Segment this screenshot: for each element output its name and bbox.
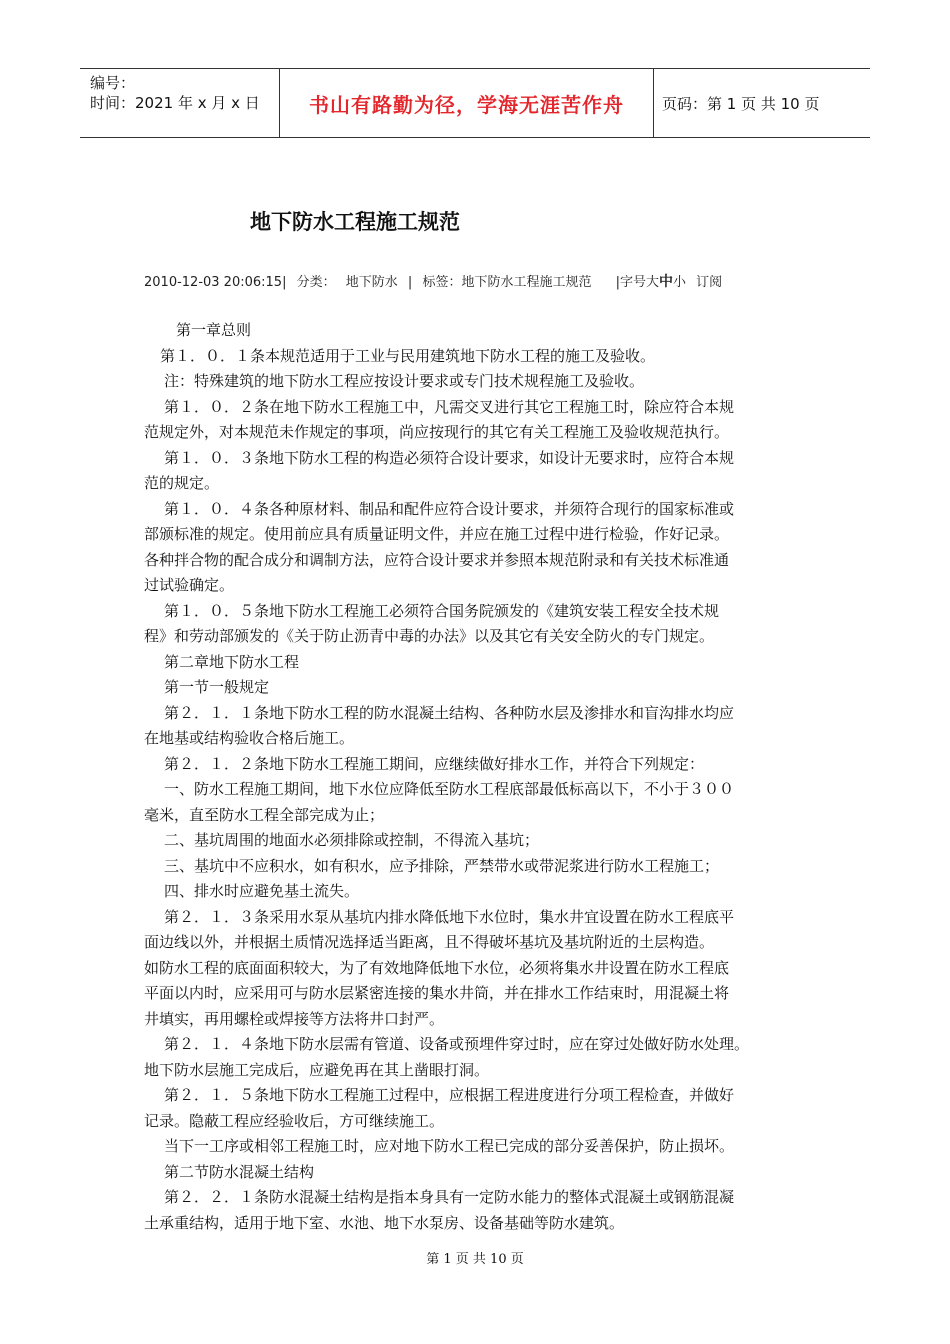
article-body	[144, 318, 810, 1236]
meta-category-label: 分类：	[296, 275, 336, 290]
body-line: 程》和劳动部颁发的《关于防止沥青中毒的办法》以及其它有关安全防火的专门规定。	[144, 627, 715, 645]
header-left-cell	[80, 69, 280, 137]
body-line: 范的规定。	[144, 474, 220, 492]
body-line: 第１．０．１条本规范适用于工业与民用建筑地下防水工程的施工及验收。	[160, 346, 656, 365]
body-line: 第２．１．１条地下防水工程的防水混凝土结构、各种防水层及渗排水和盲沟排水均应	[164, 703, 735, 722]
body-line: 当下一工序或相邻工程施工时，应对地下防水工程已完成的部分妥善保护，防止损坏。	[164, 1137, 735, 1155]
body-line: 范规定外，对本规范未作规定的事项，尚应按现行的其它有关工程施工及验收规范执行。	[144, 423, 730, 441]
body-line: 第２．１．２条地下防水工程施工期间，应继续做好排水工作，并符合下列规定：	[164, 754, 705, 773]
header-table	[80, 68, 870, 138]
body-line: 部颁标准的规定。使用前应具有质量证明文件，并应在施工过程中进行检验，作好记录。	[144, 525, 730, 543]
page-footer: 第 1 页 共 10 页	[426, 1252, 524, 1267]
body-line: 过试验确定。	[144, 576, 235, 594]
body-line: 井填实，再用螺栓或焊接等方法将井口封严。	[144, 1009, 445, 1028]
body-line: 土承重结构，适用于地下室、水池、地下水泵房、设备基础等防水建筑。	[144, 1213, 625, 1232]
meta-datetime: 2010-12-03 20:06:15|	[144, 275, 287, 290]
header-motto-cell	[280, 69, 654, 137]
document-number-label: 编号：	[90, 74, 136, 92]
body-line: 记录。隐蔽工程应经验收后，方可继续施工。	[144, 1111, 445, 1130]
body-line: 第１．０．２条在地下防水工程施工中，凡需交叉进行其它工程施工时，除应符合本规	[164, 397, 735, 416]
meta-font-size-small[interactable]: 小	[672, 275, 686, 290]
body-line: 如防水工程的底面面积较大，为了有效地降低地下水位，必须将集水井设置在防水工程底	[144, 958, 730, 977]
body-line: 注：特殊建筑的地下防水工程应按设计要求或专门技术规程施工及验收。	[164, 372, 645, 390]
body-line: 第一节一般规定	[164, 678, 270, 696]
body-line: 面边线以外，并根据土质情况选择适当距离，且不得破坏基坑及基坑附近的土层构造。	[144, 933, 715, 951]
header-page-cell	[654, 69, 870, 137]
body-line: 第２．１．５条地下防水工程施工过程中，应根据工程进度进行分项工程检查，并做好	[164, 1086, 735, 1104]
body-line: 地下防水层施工完成后，应避免再在其上凿眼打洞。	[144, 1060, 490, 1079]
header-page-label: 页码：第 1 页 共 10 页	[662, 94, 820, 113]
body-line: 第１．０．３条地下防水工程的构造必须符合设计要求，如设计无要求时，应符合本规	[164, 448, 735, 467]
body-line: 第一章总则	[176, 321, 252, 339]
meta-subscribe-link[interactable]: 订阅	[696, 275, 723, 290]
document-date-label: 时间：2021 年 x 月 x 日	[90, 94, 260, 112]
body-line: 一、防水工程施工期间，地下水位应降低至防水工程底部最低标高以下，不小于３００	[164, 780, 735, 798]
meta-font-size-large[interactable]: |字号大	[615, 275, 659, 290]
meta-font-size-medium[interactable]: 中	[658, 274, 673, 290]
body-line: 第２．１．４条地下防水层需有管道、设备或预埋件穿过时，应在穿过处做好防水处理。	[164, 1035, 750, 1053]
body-line: 第二章地下防水工程	[164, 652, 300, 671]
meta-separator: |	[407, 275, 413, 290]
body-line: 平面以内时，应采用可与防水层紧密连接的集水井筒，并在排水工作结束时，用混凝土将	[144, 984, 730, 1002]
body-line: 四、排水时应避免基土流失。	[164, 882, 360, 900]
body-line: 第２．１．３条采用水泵从基坑内排水降低地下水位时，集水井宜设置在防水工程底平	[164, 907, 735, 926]
body-line: 第２．２．１条防水混凝土结构是指本身具有一定防水能力的整体式混凝土或钢筋混凝	[164, 1188, 735, 1206]
article-meta	[144, 271, 728, 291]
body-line: 第二节防水混凝土结构	[164, 1162, 315, 1181]
body-line: 三、基坑中不应积水，如有积水，应予排除，严禁带水或带泥浆进行防水工程施工；	[164, 856, 720, 875]
meta-tags-link[interactable]: 标签：地下防水工程施工规范	[422, 275, 592, 290]
body-line: 毫米，直至防水工程全部完成为止；	[144, 805, 385, 824]
body-line: 二、基坑周围的地面水必须排除或控制，不得流入基坑；	[164, 831, 540, 849]
header-motto: 书山有路勤为径，学海无涯苦作舟	[309, 92, 624, 117]
body-line: 第１．０．５条地下防水工程施工必须符合国务院颁发的《建筑安装工程安全技术规	[164, 601, 720, 620]
body-line: 各种拌合物的配合成分和调制方法，应符合设计要求并参照本规范附录和有关技术标准通	[144, 550, 730, 569]
meta-category-link[interactable]: 地下防水	[345, 275, 398, 290]
body-line: 在地基或结构验收合格后施工。	[144, 729, 355, 747]
body-line: 第１．０．４条各种原材料、制品和配件应符合设计要求，并须符合现行的国家标准或	[164, 499, 735, 518]
page-title: 地下防水工程施工规范	[250, 210, 460, 234]
